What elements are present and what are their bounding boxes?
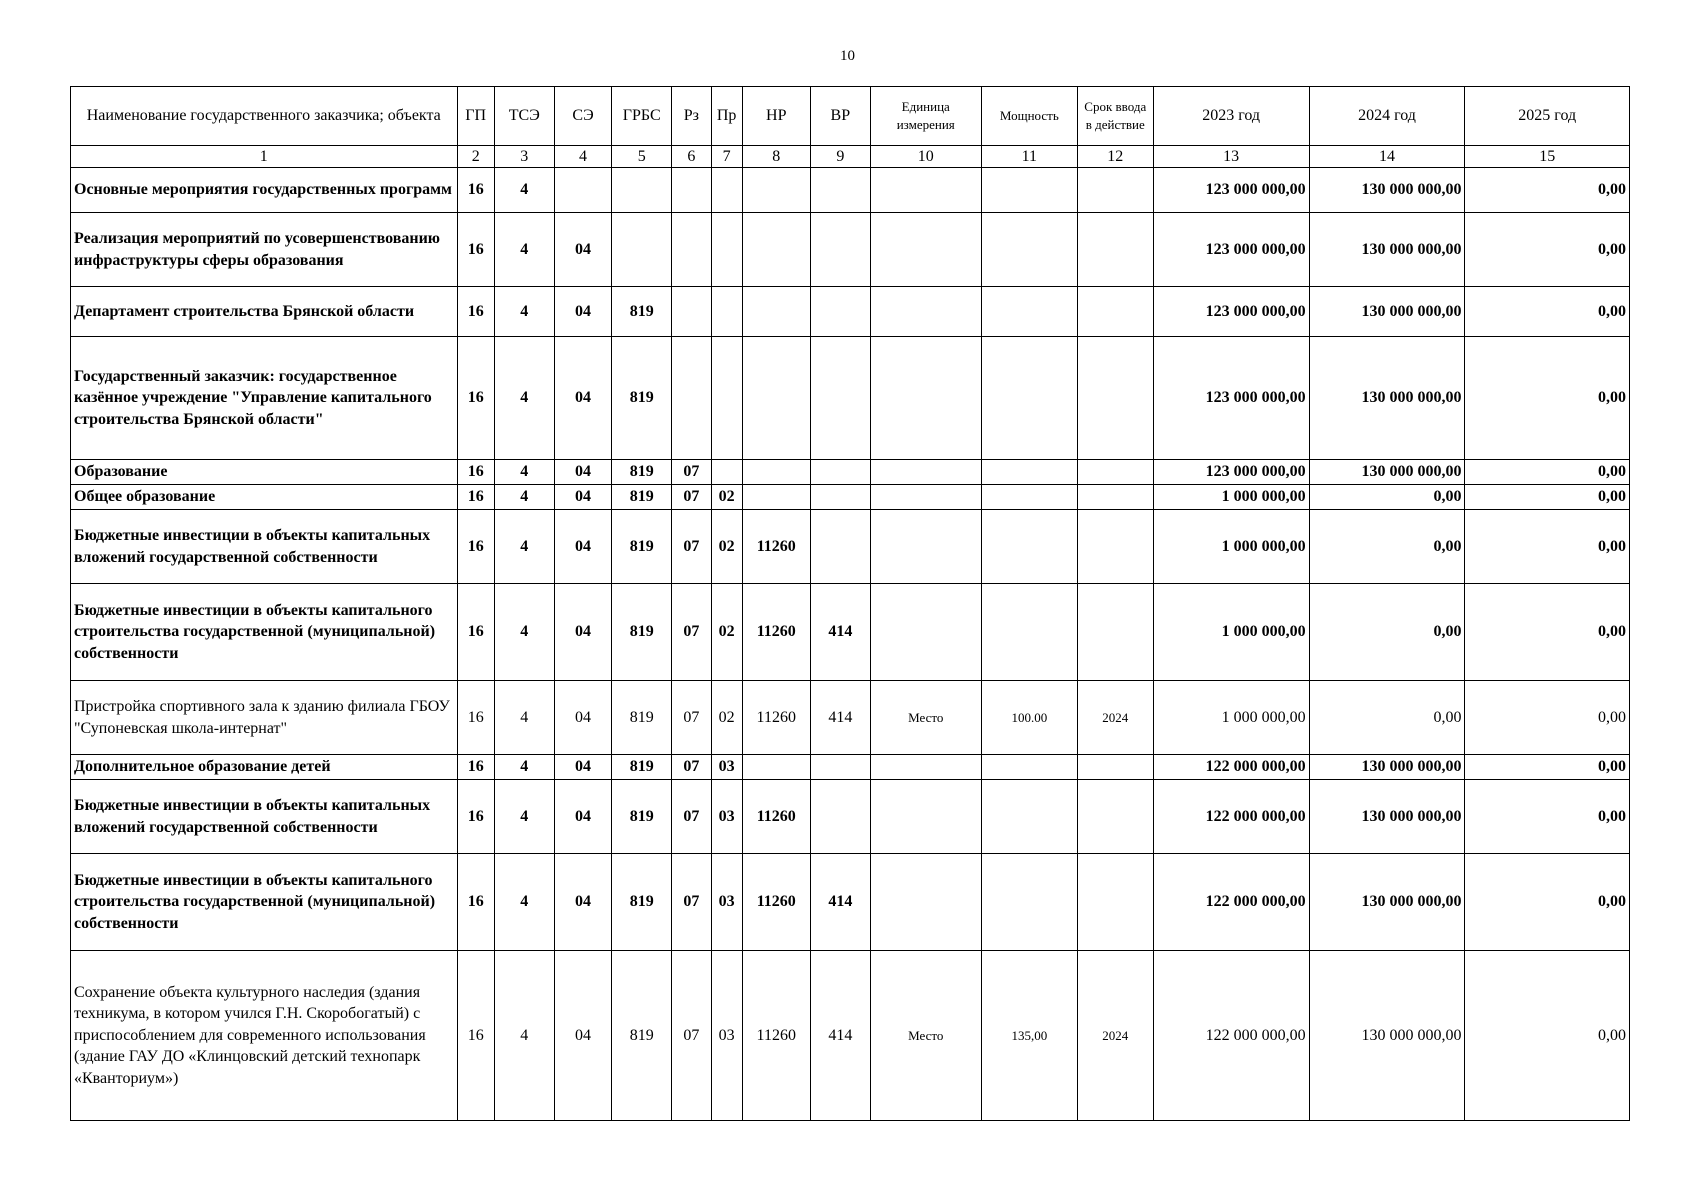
header-se: СЭ [554,87,612,146]
cell-tse: 4 [494,213,554,287]
cell-name: Дополнительное образование детей [71,755,458,780]
cell-sum-2025: 0,00 [1465,681,1630,755]
cell-unit [870,168,981,213]
table-row [71,337,1630,460]
cell-commissioning [1077,485,1153,510]
cell-rz: 07 [672,460,712,485]
column-number: 14 [1309,146,1465,168]
cell-commissioning [1077,287,1153,337]
header-2023: 2023 год [1153,87,1309,146]
cell-sum-2023: 123 000 000,00 [1153,168,1309,213]
cell-name: Бюджетные инвестиции в объекты капитального строительства государственной (муниципальной) собственности [71,584,458,681]
cell-unit: Место [870,681,981,755]
cell-unit [870,213,981,287]
cell-capacity [981,584,1077,681]
cell-sum-2023: 123 000 000,00 [1153,213,1309,287]
cell-gp: 16 [457,287,494,337]
cell-unit [870,337,981,460]
cell-vr: 414 [810,951,870,1121]
cell-nr [742,168,810,213]
cell-pr: 02 [711,485,742,510]
cell-se: 04 [554,510,612,584]
cell-unit [870,510,981,584]
cell-name: Бюджетные инвестиции в объекты капитального строительства государственной (муниципальной) собственности [71,854,458,951]
cell-sum-2024: 130 000 000,00 [1309,854,1465,951]
cell-sum-2025: 0,00 [1465,584,1630,681]
cell-capacity [981,337,1077,460]
cell-tse: 4 [494,854,554,951]
table-row [71,681,1630,755]
cell-nr [742,485,810,510]
cell-sum-2023: 123 000 000,00 [1153,460,1309,485]
cell-grbs: 819 [612,460,672,485]
cell-pr [711,287,742,337]
cell-grbs [612,213,672,287]
cell-rz: 07 [672,584,712,681]
cell-tse: 4 [494,951,554,1121]
cell-name: Основные мероприятия государственных программ [71,168,458,213]
cell-sum-2024: 0,00 [1309,510,1465,584]
cell-nr: 11260 [742,510,810,584]
cell-capacity [981,168,1077,213]
cell-tse: 4 [494,168,554,213]
cell-rz: 07 [672,755,712,780]
cell-nr: 11260 [742,681,810,755]
cell-sum-2023: 123 000 000,00 [1153,337,1309,460]
header-2024: 2024 год [1309,87,1465,146]
header-row [71,87,1630,146]
cell-sum-2025: 0,00 [1465,337,1630,460]
cell-capacity [981,485,1077,510]
cell-capacity: 135,00 [981,951,1077,1121]
cell-se: 04 [554,951,612,1121]
cell-sum-2024: 0,00 [1309,485,1465,510]
column-number: 11 [981,146,1077,168]
cell-rz [672,337,712,460]
cell-rz: 07 [672,510,712,584]
cell-gp: 16 [457,168,494,213]
column-number: 4 [554,146,612,168]
table-row [71,213,1630,287]
cell-sum-2025: 0,00 [1465,951,1630,1121]
cell-capacity [981,287,1077,337]
cell-gp: 16 [457,854,494,951]
cell-unit [870,485,981,510]
header-capacity: Мощность [981,87,1077,146]
column-number: 9 [810,146,870,168]
cell-tse: 4 [494,681,554,755]
cell-pr [711,213,742,287]
cell-se: 04 [554,681,612,755]
column-number: 13 [1153,146,1309,168]
table-row [71,755,1630,780]
column-number: 7 [711,146,742,168]
cell-grbs: 819 [612,510,672,584]
cell-gp: 16 [457,510,494,584]
cell-sum-2024: 130 000 000,00 [1309,460,1465,485]
budget-table [70,86,1630,1121]
cell-se: 04 [554,584,612,681]
cell-nr [742,287,810,337]
header-vr: ВР [810,87,870,146]
cell-vr: 414 [810,584,870,681]
cell-pr: 02 [711,681,742,755]
header-commissioning: Срок ввода в действие [1077,87,1153,146]
cell-nr: 11260 [742,951,810,1121]
cell-unit: Место [870,951,981,1121]
cell-sum-2024: 0,00 [1309,681,1465,755]
cell-se: 04 [554,337,612,460]
cell-capacity [981,460,1077,485]
cell-pr [711,337,742,460]
cell-sum-2023: 122 000 000,00 [1153,854,1309,951]
header-name: Наименование государственного заказчика; объекта [71,87,458,146]
cell-sum-2025: 0,00 [1465,460,1630,485]
cell-gp: 16 [457,584,494,681]
header-grbs: ГРБС [612,87,672,146]
cell-name: Общее образование [71,485,458,510]
cell-rz: 07 [672,951,712,1121]
cell-sum-2024: 130 000 000,00 [1309,755,1465,780]
header-pr: Пр [711,87,742,146]
cell-pr: 03 [711,780,742,854]
cell-pr: 03 [711,951,742,1121]
cell-nr [742,460,810,485]
cell-se: 04 [554,485,612,510]
cell-vr [810,460,870,485]
cell-sum-2023: 1 000 000,00 [1153,584,1309,681]
cell-gp: 16 [457,460,494,485]
column-number: 1 [71,146,458,168]
cell-vr [810,287,870,337]
cell-sum-2025: 0,00 [1465,854,1630,951]
cell-pr: 02 [711,584,742,681]
table-row [71,780,1630,854]
table-row [71,584,1630,681]
cell-sum-2025: 0,00 [1465,510,1630,584]
cell-sum-2024: 130 000 000,00 [1309,168,1465,213]
cell-capacity [981,854,1077,951]
cell-commissioning [1077,510,1153,584]
cell-nr: 11260 [742,584,810,681]
table-row [71,510,1630,584]
page-number: 10 [840,48,855,64]
cell-tse: 4 [494,584,554,681]
cell-capacity: 100.00 [981,681,1077,755]
cell-gp: 16 [457,337,494,460]
header-nr: НР [742,87,810,146]
cell-se [554,168,612,213]
cell-sum-2024: 130 000 000,00 [1309,213,1465,287]
column-number: 10 [870,146,981,168]
cell-capacity [981,213,1077,287]
cell-se: 04 [554,854,612,951]
cell-sum-2025: 0,00 [1465,287,1630,337]
cell-capacity [981,780,1077,854]
cell-sum-2023: 122 000 000,00 [1153,780,1309,854]
cell-sum-2025: 0,00 [1465,780,1630,854]
cell-unit [870,755,981,780]
cell-grbs: 819 [612,681,672,755]
cell-gp: 16 [457,780,494,854]
cell-gp: 16 [457,951,494,1121]
cell-unit [870,854,981,951]
cell-sum-2023: 122 000 000,00 [1153,951,1309,1121]
cell-grbs: 819 [612,780,672,854]
cell-se: 04 [554,460,612,485]
cell-grbs: 819 [612,951,672,1121]
cell-vr [810,485,870,510]
cell-rz [672,287,712,337]
table-row [71,854,1630,951]
header-rz: Рз [672,87,712,146]
header-tse: ТСЭ [494,87,554,146]
cell-se: 04 [554,780,612,854]
column-number: 3 [494,146,554,168]
cell-tse: 4 [494,287,554,337]
cell-nr: 11260 [742,780,810,854]
cell-capacity [981,755,1077,780]
cell-nr: 11260 [742,854,810,951]
cell-vr: 414 [810,854,870,951]
cell-name: Бюджетные инвестиции в объекты капитальных вложений государственной собственности [71,780,458,854]
cell-nr [742,337,810,460]
cell-grbs: 819 [612,854,672,951]
cell-se: 04 [554,755,612,780]
table-row [71,951,1630,1121]
cell-rz [672,168,712,213]
header-unit: Единица измерения [870,87,981,146]
cell-name: Департамент строительства Брянской области [71,287,458,337]
cell-vr [810,213,870,287]
cell-vr [810,337,870,460]
cell-tse: 4 [494,780,554,854]
cell-vr [810,168,870,213]
cell-capacity [981,510,1077,584]
cell-rz [672,213,712,287]
cell-sum-2023: 122 000 000,00 [1153,755,1309,780]
cell-se: 04 [554,213,612,287]
cell-sum-2025: 0,00 [1465,168,1630,213]
cell-rz: 07 [672,485,712,510]
cell-nr [742,755,810,780]
cell-unit [870,780,981,854]
cell-sum-2024: 130 000 000,00 [1309,287,1465,337]
cell-grbs [612,168,672,213]
cell-tse: 4 [494,755,554,780]
cell-gp: 16 [457,755,494,780]
cell-commissioning: 2024 [1077,951,1153,1121]
cell-vr [810,510,870,584]
cell-rz: 07 [672,780,712,854]
cell-vr: 414 [810,681,870,755]
cell-sum-2023: 1 000 000,00 [1153,510,1309,584]
cell-commissioning [1077,337,1153,460]
cell-unit [870,287,981,337]
cell-unit [870,460,981,485]
cell-unit [870,584,981,681]
cell-commissioning [1077,854,1153,951]
cell-name: Пристройка спортивного зала к зданию филиала ГБОУ "Супоневская школа-интернат" [71,681,458,755]
column-number: 8 [742,146,810,168]
cell-sum-2024: 130 000 000,00 [1309,780,1465,854]
cell-commissioning [1077,755,1153,780]
table-row [71,287,1630,337]
header-2025: 2025 год [1465,87,1630,146]
cell-commissioning [1077,780,1153,854]
cell-sum-2025: 0,00 [1465,755,1630,780]
column-number: 6 [672,146,712,168]
cell-nr [742,213,810,287]
table-row [71,485,1630,510]
cell-tse: 4 [494,460,554,485]
cell-gp: 16 [457,213,494,287]
cell-pr: 03 [711,755,742,780]
cell-name: Государственный заказчик: государственное казённое учреждение "Управление капитального строительства Брянской области" [71,337,458,460]
cell-tse: 4 [494,485,554,510]
cell-grbs: 819 [612,337,672,460]
cell-sum-2023: 1 000 000,00 [1153,681,1309,755]
table-body [71,168,1630,1121]
cell-commissioning [1077,460,1153,485]
cell-name: Образование [71,460,458,485]
column-number: 5 [612,146,672,168]
cell-vr [810,780,870,854]
cell-gp: 16 [457,681,494,755]
cell-name: Бюджетные инвестиции в объекты капитальных вложений государственной собственности [71,510,458,584]
cell-rz: 07 [672,854,712,951]
cell-commissioning [1077,168,1153,213]
cell-pr: 02 [711,510,742,584]
cell-pr [711,168,742,213]
cell-sum-2025: 0,00 [1465,485,1630,510]
cell-sum-2023: 123 000 000,00 [1153,287,1309,337]
cell-name: Реализация мероприятий по усовершенствованию инфраструктуры сферы образования [71,213,458,287]
cell-vr [810,755,870,780]
cell-pr [711,460,742,485]
cell-grbs: 819 [612,485,672,510]
column-number: 12 [1077,146,1153,168]
cell-sum-2024: 0,00 [1309,584,1465,681]
table-row [71,460,1630,485]
table-row [71,168,1630,213]
cell-sum-2024: 130 000 000,00 [1309,337,1465,460]
cell-pr: 03 [711,854,742,951]
cell-gp: 16 [457,485,494,510]
column-number: 15 [1465,146,1630,168]
header-gp: ГП [457,87,494,146]
cell-grbs: 819 [612,755,672,780]
cell-commissioning: 2024 [1077,681,1153,755]
cell-se: 04 [554,287,612,337]
cell-rz: 07 [672,681,712,755]
cell-grbs: 819 [612,584,672,681]
cell-name: Сохранение объекта культурного наследия (здания техникума, в котором учился Г.Н. Скоробогатый) с приспособлением для современного использования (здание ГАУ ДО «Клинцовский детский технопарк «Кванториум») [71,951,458,1121]
cell-grbs: 819 [612,287,672,337]
cell-sum-2025: 0,00 [1465,213,1630,287]
column-number: 2 [457,146,494,168]
cell-tse: 4 [494,510,554,584]
cell-sum-2023: 1 000 000,00 [1153,485,1309,510]
cell-commissioning [1077,213,1153,287]
column-number-row [71,146,1630,168]
cell-commissioning [1077,584,1153,681]
cell-sum-2024: 130 000 000,00 [1309,951,1465,1121]
cell-tse: 4 [494,337,554,460]
